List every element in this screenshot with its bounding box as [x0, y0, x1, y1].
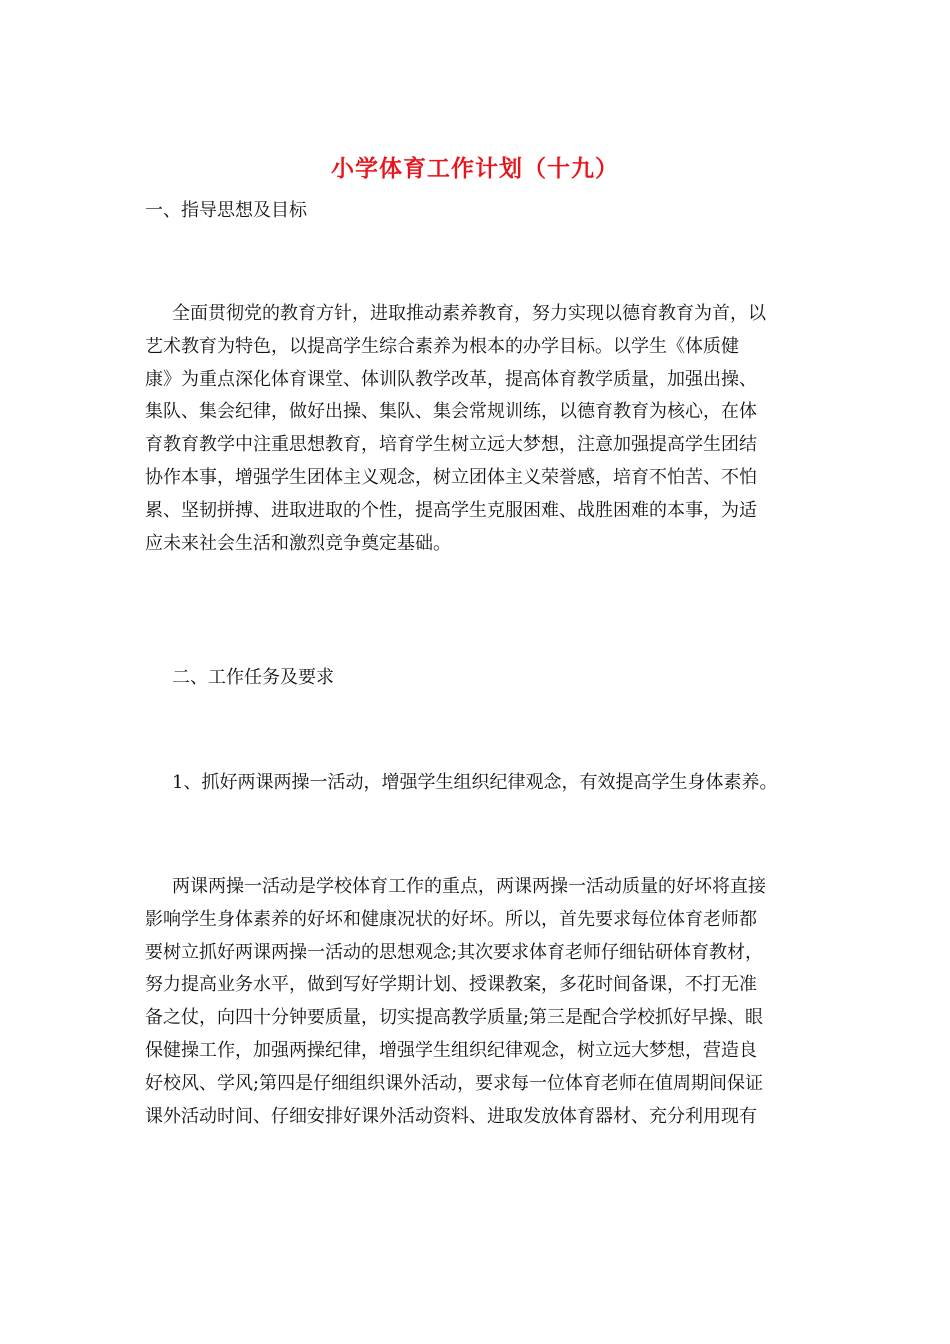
paragraph-line: 保健操工作，加强两操纪律，增强学生组织纪律观念，树立远大梦想，营造良	[145, 1039, 757, 1061]
paragraph-two-classes	[145, 871, 817, 1133]
paragraph-line: 育教育教学中注重思想教育，培育学生树立远大梦想，注意加强提高学生团结	[145, 434, 757, 456]
paragraph-line: 协作本事，增强学生团体主义观念，树立团体主义荣誉感，培育不怕苦、不怕	[145, 466, 757, 488]
paragraph-line: 集队、集会纪律，做好出操、集队、集会常规训练，以德育教育为核心，在体	[145, 401, 757, 423]
paragraph-line: 艺术教育为特色，以提高学生综合素养为根本的办学目标。以学生《体质健	[145, 335, 739, 357]
paragraph-line: 要树立抓好两课两操一活动的思想观念;其次要求体育老师仔细钻研体育教材，	[145, 941, 764, 963]
paragraph-line: 累、坚韧拼搏、进取进取的个性，提高学生克服困难、战胜困难的本事，为适	[145, 499, 757, 521]
paragraph-line: 影响学生身体素养的好坏和健康况状的好坏。所以，首先要求每位体育老师都	[145, 908, 757, 930]
section-heading-tasks: 二、工作任务及要求	[172, 667, 334, 688]
paragraph-guiding-ideas	[145, 298, 817, 560]
section-heading-guiding-ideas: 一、指导思想及目标	[145, 200, 307, 221]
paragraph-line: 全面贯彻党的教育方针，进取推动素养教育，努力实现以德育教育为首，以	[172, 303, 766, 324]
list-item-text: 1、抓好两课两操一活动，增强学生组织纪律观念，有效提高学生身体素养。	[172, 772, 778, 793]
document-title: 小学体育工作计划（十九）	[331, 155, 619, 182]
paragraph-line: 应未来社会生活和激烈竞争奠定基础。	[145, 532, 451, 554]
paragraph-line: 康》为重点深化体育课堂、体训队教学改革，提高体育教学质量，加强出操、	[145, 368, 757, 390]
paragraph-line: 努力提高业务水平，做到写好学期计划、授课教案，多花时间备课，不打无准	[145, 974, 757, 996]
paragraph-line: 备之仗，向四十分钟要质量，切实提高教学质量;第三是配合学校抓好早操、眼	[145, 1007, 764, 1029]
paragraph-line: 好校风、学风;第四是仔细组织课外活动，要求每一位体育老师在值周期间保证	[145, 1072, 764, 1094]
paragraph-line: 两课两操一活动是学校体育工作的重点，两课两操一活动质量的好坏将直接	[172, 876, 766, 897]
list-item-task-1	[145, 767, 817, 800]
paragraph-line: 课外活动时间、仔细安排好课外活动资料、进取发放体育器材、充分利用现有	[145, 1105, 757, 1127]
